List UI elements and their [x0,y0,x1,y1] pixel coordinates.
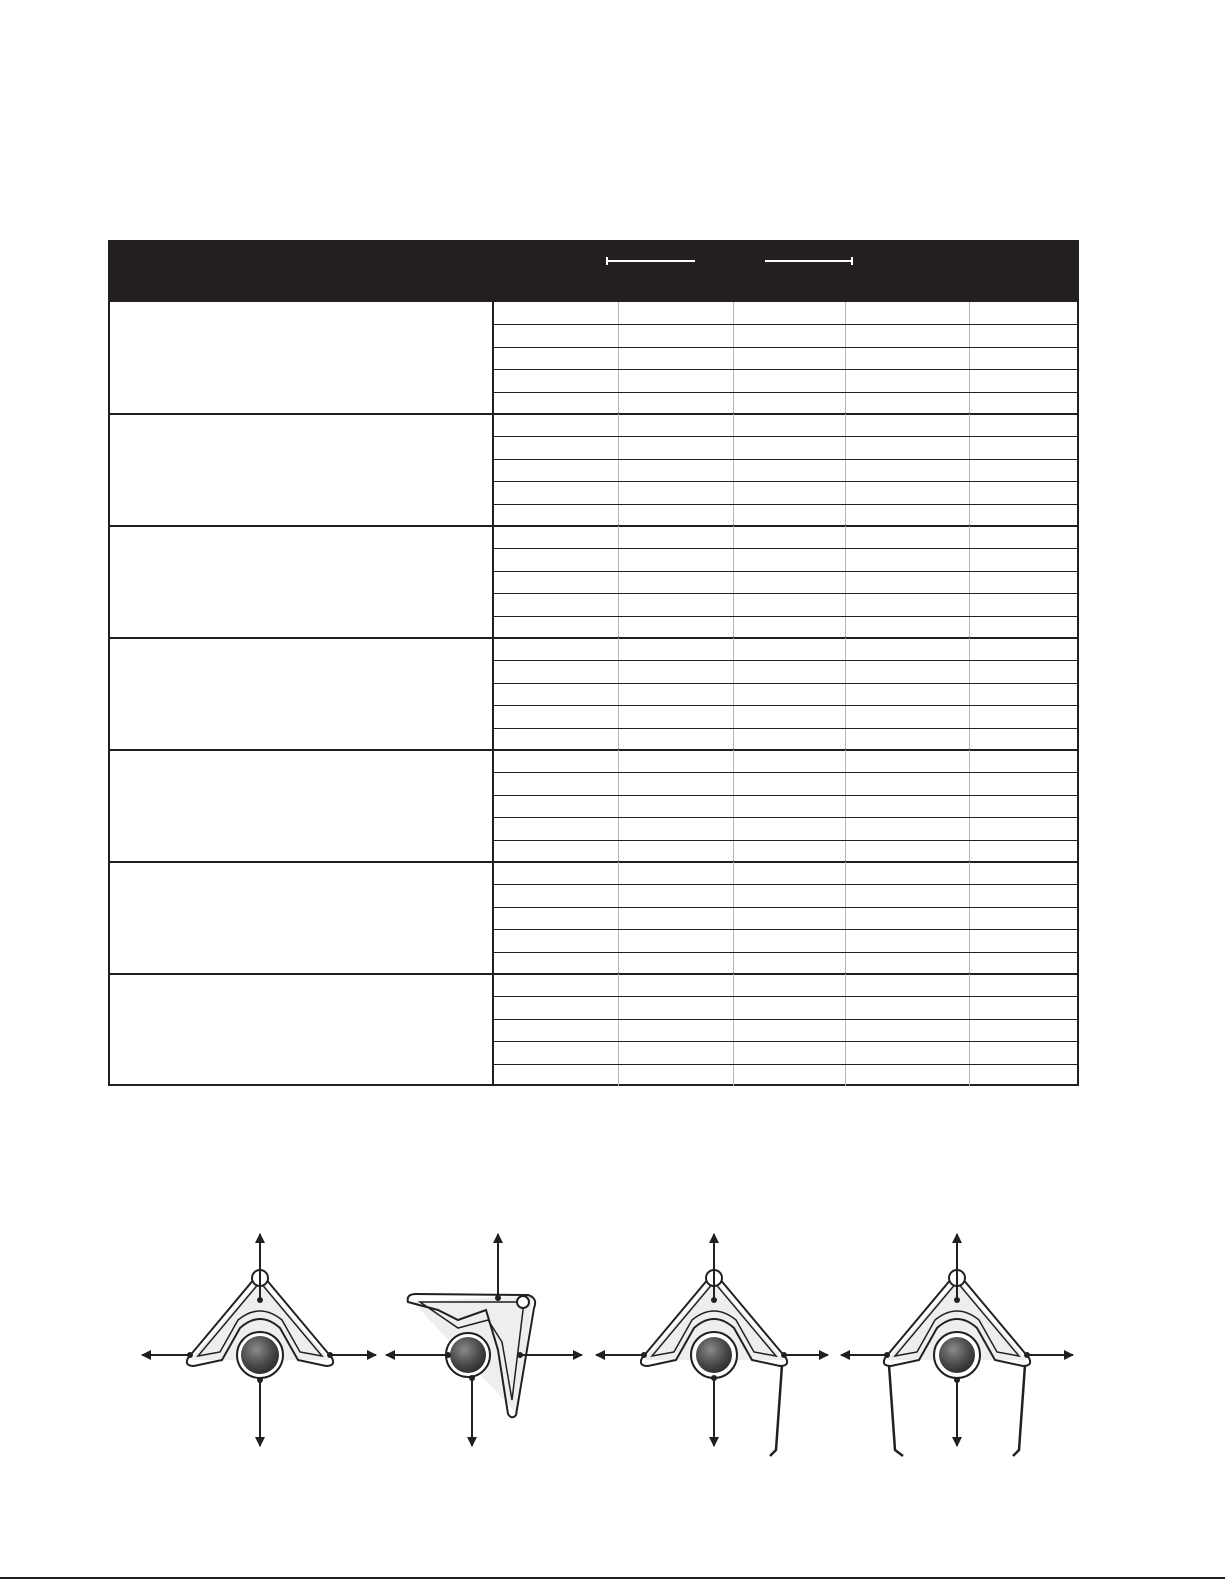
table-header [108,240,1079,302]
table-cell [970,795,1077,817]
table-cell [734,1041,846,1063]
table-row [494,1019,1077,1041]
table-cell [970,392,1077,414]
table-cell [734,683,846,705]
table-cell [494,929,619,951]
table-cell [970,481,1077,503]
table-row [494,302,1077,324]
table-cell [846,907,970,929]
table-cell [970,974,1077,996]
header-scale-mark-right [765,260,853,270]
table-cell [970,1019,1077,1041]
table-cell [619,414,734,436]
clip-force-diagram-icon [841,1234,1073,1456]
table-cell [970,324,1077,346]
row-separator [494,1041,1077,1042]
table-cell [494,996,619,1018]
table-cell [494,324,619,346]
table-cell [494,369,619,391]
table-cell [494,772,619,794]
table-cell [494,840,619,862]
spec-table [108,240,1079,1086]
table-cell [734,571,846,593]
table-cell [494,660,619,682]
table-cell [619,705,734,727]
table-cell [846,705,970,727]
table-cell [970,436,1077,458]
table-cell [846,347,970,369]
table-cell [846,929,970,951]
table-cell [970,683,1077,705]
table-cell [846,414,970,436]
footer-rule [0,1577,1225,1579]
table-cell [619,392,734,414]
table-cell [734,952,846,974]
table-cell [846,571,970,593]
row-separator [494,436,1077,437]
table-cell [619,795,734,817]
table-cell [734,593,846,615]
table-cell [846,616,970,638]
table-row [494,728,1077,750]
table-cell [970,907,1077,929]
table-cell [619,660,734,682]
table-cell [494,1064,619,1086]
table-cell [734,817,846,839]
row-separator [494,324,1077,325]
table-cell [619,548,734,570]
table-row [494,772,1077,794]
table-cell [734,638,846,660]
row-separator [494,369,1077,370]
table-cell [734,548,846,570]
table-cell [619,324,734,346]
row-separator [494,660,1077,661]
table-cell [846,884,970,906]
table-cell [734,840,846,862]
table-row [494,548,1077,570]
table-cell [494,862,619,884]
table-row [494,1064,1077,1086]
table-cell [619,683,734,705]
table-cell [846,1019,970,1041]
row-separator [494,548,1077,549]
table-row [494,907,1077,929]
table-cell [970,302,1077,324]
row-separator [494,840,1077,841]
table-row [494,795,1077,817]
table-cell [970,414,1077,436]
table-cell [970,728,1077,750]
table-cell [619,840,734,862]
row-separator [494,817,1077,818]
table-cell [970,862,1077,884]
table-cell [970,1041,1077,1063]
table-cell [619,772,734,794]
table-cell [619,862,734,884]
table-row [494,638,1077,660]
group-label-cell [110,974,494,1086]
row-separator [494,772,1077,773]
table-cell [494,593,619,615]
table-row [494,571,1077,593]
table-cell [846,526,970,548]
group-label-cell [110,302,494,414]
table-cell [970,884,1077,906]
table-cell [846,862,970,884]
table-cell [846,638,970,660]
table-cell [734,728,846,750]
table-cell [846,952,970,974]
table-cell [846,459,970,481]
table-cell [494,1019,619,1041]
table-cell [846,369,970,391]
table-cell [619,952,734,974]
table-cell [494,571,619,593]
table-cell [734,1064,846,1086]
header-scale-mark-left [608,260,695,270]
group-label-cell [110,750,494,862]
table-cell [734,436,846,458]
row-separator [494,705,1077,706]
table-body [108,302,1079,1086]
table-cell [970,772,1077,794]
table-cell [619,974,734,996]
table-cell [619,302,734,324]
table-cell [734,302,846,324]
table-cell [619,638,734,660]
table-cell [734,996,846,1018]
row-separator [494,459,1077,460]
row-separator [494,952,1077,953]
table-cell [734,347,846,369]
clip-force-diagram-icon [142,1234,376,1446]
table-cell [619,481,734,503]
table-cell [846,436,970,458]
row-separator [494,996,1077,997]
table-cell [734,324,846,346]
table-row [494,369,1077,391]
table-cell [970,347,1077,369]
table-row [494,526,1077,548]
table-cell [970,526,1077,548]
table-cell [619,504,734,526]
table-cell [970,750,1077,772]
table-row [494,324,1077,346]
table-cell [970,1064,1077,1086]
table-cell [734,504,846,526]
table-cell [846,1041,970,1063]
row-separator [494,728,1077,729]
table-cell [734,392,846,414]
table-cell [970,660,1077,682]
table-cell [846,728,970,750]
table-cell [734,795,846,817]
table-cell [846,683,970,705]
table-cell [734,929,846,951]
table-cell [494,974,619,996]
table-cell [846,750,970,772]
table-cell [970,840,1077,862]
table-cell [734,660,846,682]
table-cell [619,1041,734,1063]
group-label-cell [110,862,494,974]
table-cell [494,1041,619,1063]
table-cell [846,302,970,324]
table-cell [494,548,619,570]
group-label-cell [110,526,494,638]
table-cell [970,593,1077,615]
table-cell [619,884,734,906]
table-cell [494,504,619,526]
table-cell [734,1019,846,1041]
table-row [494,862,1077,884]
row-separator [494,481,1077,482]
table-cell [494,907,619,929]
table-cell [734,884,846,906]
table-cell [846,548,970,570]
table-cell [846,772,970,794]
table-cell [734,616,846,638]
table-cell [970,638,1077,660]
row-separator [494,683,1077,684]
table-cell [734,907,846,929]
table-cell [970,571,1077,593]
table-cell [970,616,1077,638]
table-cell [970,369,1077,391]
table-cell [494,952,619,974]
table-cell [494,436,619,458]
table-row [494,705,1077,727]
table-cell [970,996,1077,1018]
clip-force-diagram-icon [386,1234,582,1446]
table-cell [619,436,734,458]
table-cell [970,705,1077,727]
table-cell [494,750,619,772]
table-row [494,392,1077,414]
table-cell [619,1064,734,1086]
row-separator [494,392,1077,393]
table-cell [494,795,619,817]
table-cell [734,526,846,548]
table-cell [846,817,970,839]
table-cell [846,840,970,862]
table-cell [494,526,619,548]
table-cell [734,414,846,436]
table-row [494,996,1077,1018]
table-cell [846,392,970,414]
table-cell [619,459,734,481]
table-cell [619,571,734,593]
table-row [494,884,1077,906]
table-cell [734,750,846,772]
table-cell [970,952,1077,974]
table-cell [619,728,734,750]
table-cell [619,369,734,391]
table-cell [734,705,846,727]
row-separator [494,1064,1077,1065]
table-cell [846,1064,970,1086]
table-row [494,504,1077,526]
table-row [494,929,1077,951]
table-cell [734,974,846,996]
table-row [494,616,1077,638]
row-separator [494,571,1077,572]
table-cell [846,996,970,1018]
group-label-cell [110,638,494,750]
table-cell [494,481,619,503]
table-row [494,952,1077,974]
table-cell [494,392,619,414]
table-cell [619,907,734,929]
table-cell [619,1019,734,1041]
clip-force-diagram-icon [596,1234,828,1456]
table-row [494,1041,1077,1063]
table-cell [734,862,846,884]
table-cell [494,347,619,369]
table-row [494,974,1077,996]
table-cell [619,616,734,638]
table-cell [846,504,970,526]
table-cell [846,324,970,346]
row-separator [494,1019,1077,1020]
table-row [494,436,1077,458]
table-cell [494,302,619,324]
table-row [494,414,1077,436]
table-cell [619,929,734,951]
table-cell [619,750,734,772]
table-cell [494,638,619,660]
table-row [494,481,1077,503]
table-cell [494,728,619,750]
row-separator [494,795,1077,796]
table-cell [846,974,970,996]
table-row [494,840,1077,862]
row-separator [494,929,1077,930]
table-row [494,660,1077,682]
table-cell [734,772,846,794]
table-row [494,817,1077,839]
table-cell [494,459,619,481]
table-cell [846,593,970,615]
table-cell [494,414,619,436]
table-row [494,347,1077,369]
table-cell [619,347,734,369]
table-cell [494,884,619,906]
table-cell [970,459,1077,481]
diagram-strip [100,1210,1100,1490]
table-cell [970,548,1077,570]
row-separator [494,884,1077,885]
table-row [494,593,1077,615]
table-cell [846,660,970,682]
table-row [494,683,1077,705]
row-separator [494,504,1077,505]
table-cell [970,504,1077,526]
group-label-cell [110,414,494,526]
table-cell [970,817,1077,839]
table-cell [494,817,619,839]
table-cell [619,593,734,615]
row-separator [494,593,1077,594]
table-cell [619,996,734,1018]
table-cell [494,705,619,727]
table-cell [734,369,846,391]
table-row [494,750,1077,772]
table-cell [970,929,1077,951]
table-cell [494,616,619,638]
table-cell [846,481,970,503]
row-separator [494,907,1077,908]
table-cell [846,795,970,817]
table-cell [619,817,734,839]
table-row [494,459,1077,481]
table-cell [734,459,846,481]
table-cell [734,481,846,503]
row-separator [494,347,1077,348]
table-cell [494,683,619,705]
table-cell [619,526,734,548]
row-separator [494,616,1077,617]
